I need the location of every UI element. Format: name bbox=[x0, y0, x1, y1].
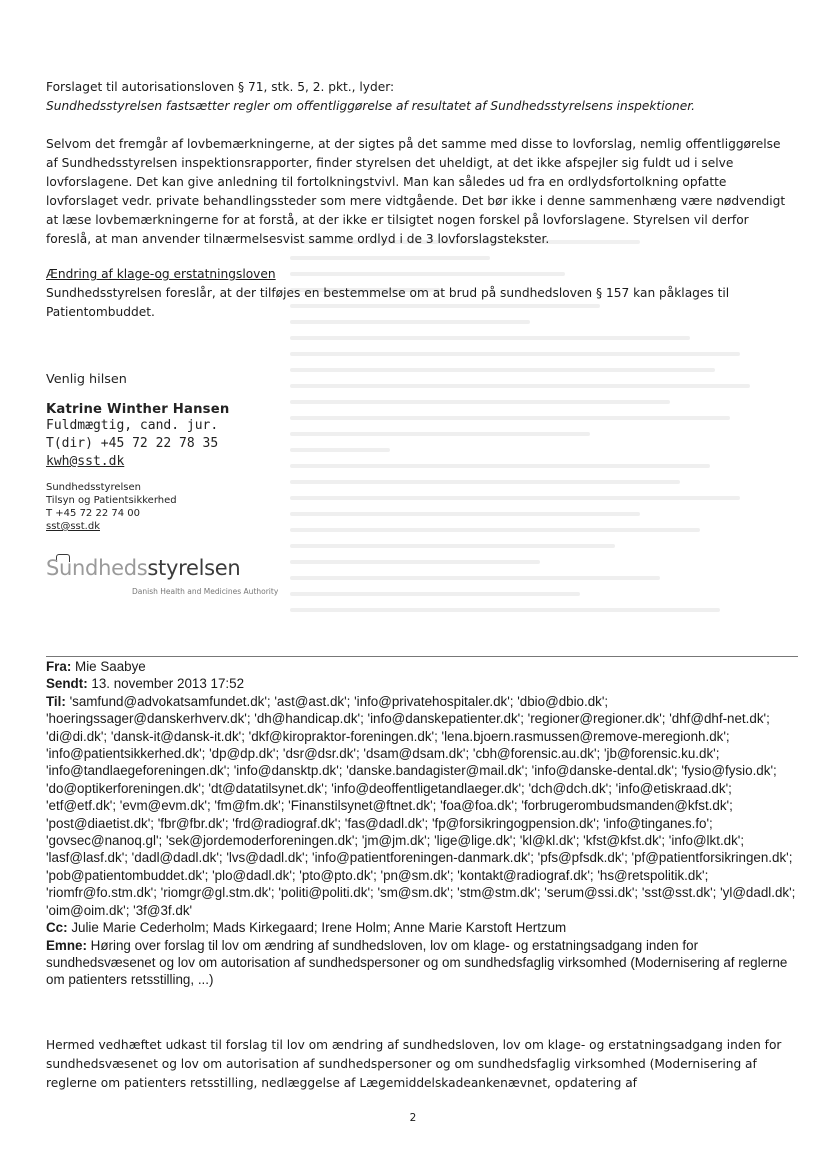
intro-block bbox=[46, 78, 796, 116]
org-email-link[interactable]: sst@sst.dk bbox=[46, 521, 100, 532]
sent-label: Sendt: bbox=[46, 676, 88, 692]
closing-paragraph bbox=[46, 1036, 796, 1093]
org-name: Sundhedsstyrelsen bbox=[46, 482, 141, 493]
org-department: Tilsyn og Patientsikkerhed bbox=[46, 495, 177, 506]
from-value: Mie Saabye bbox=[75, 659, 146, 674]
signature-block bbox=[46, 372, 229, 533]
section-heading: Ændring af klage-og erstatningsloven bbox=[46, 267, 276, 281]
to-label: Til: bbox=[46, 693, 66, 709]
section-klageloven bbox=[46, 265, 796, 322]
email-divider bbox=[46, 656, 798, 657]
signature-title: Fuldmægtig, cand. jur. bbox=[46, 418, 219, 433]
logo-wordmark bbox=[46, 556, 240, 580]
section-text: Sundhedsstyrelsen foreslår, at der tilføjes en bestemmelse om at brud på sundhedsloven § 157 kan påklages til Patientombuddet. bbox=[46, 286, 730, 319]
signature-email-link[interactable]: kwh@sst.dk bbox=[46, 454, 125, 469]
subject-row bbox=[46, 937, 802, 989]
subject-label: Emne: bbox=[46, 937, 87, 953]
sent-row bbox=[46, 675, 802, 692]
sundhedsstyrelsen-logo bbox=[46, 556, 306, 602]
logo-tagline: Danish Health and Medicines Authority bbox=[132, 587, 279, 596]
logo-word-part2: styrelsen bbox=[147, 556, 241, 580]
page-number: 2 bbox=[409, 1112, 417, 1124]
cc-value: Julie Marie Cederholm; Mads Kirkegaard; Irene Holm; Anne Marie Karstoft Hertzum bbox=[71, 920, 567, 936]
paragraph-1 bbox=[46, 135, 796, 249]
cc-label: Cc: bbox=[46, 920, 68, 936]
paragraph-1-text: Selvom det fremgår af lovbemærkningerne, at der sigtes på det samme med disse to lovforslag, nemlig offentliggørelse af Sundhedsstyrelsen inspektionsrapporter, finder styrelsen det uheldigt, at det ikke afspejler sig fuldt ud i selve lovforslagene. Det kan give anledning til fortolkningstvivl. Man kan således ud fra en ordlydsfortolkning opfatte lovforslaget vedr. private behandlingssteder som mere vidtgående. Det bør ikke i denne sammenhæng være nødvendigt at læse lovbemærkningerne for at forstå, at der ikke er tilsigtet nogen forskel på lovforslagene. Styrelsen vil derfor foreslå, at man anvender tilnærmelsesvist samme ordlyd i de 3 lovforslagstekster. bbox=[46, 137, 786, 246]
to-row bbox=[46, 693, 802, 919]
cc-row bbox=[46, 919, 802, 936]
intro-quote: Sundhedsstyrelsen fastsætter regler om offentliggørelse af resultatet af Sundhedsstyrelsens inspektioner. bbox=[46, 99, 696, 113]
to-value: 'samfund@advokatsamfundet.dk'; 'ast@ast.dk'; 'info@privatehospitaler.dk'; 'dbio@dbio.dk'; 'hoeringssager@danskerhverv.dk'; 'dh@handicap.dk'; 'info@danskepatienter.dk'; 'regioner@regioner.dk'; 'dhf@dhf-net.dk'; 'di@di.dk'; 'dansk-it@dansk-it.dk'; 'dkf@kiropraktor-foreningen.dk'; 'lena.bjoern.rasmussen@remove-meregionh.dk'; 'info@patientsikkerhed.dk'; 'dp@dp.dk'; 'dsr@dsr.dk'; 'dsam@dsam.dk'; 'cbh@forensic.au.dk'; 'jb@forensic.ku.dk'; 'info@tandlaegeforeningen.dk'; 'info@dansktp.dk'; 'danske.bandagister@mail.dk'; 'info@danske-dental.dk'; 'fysio@fysio.dk'; 'do@optikerforeningen.dk'; 'dt@datatilsynet.dk'; 'info@deoffentligetandlaeger.dk'; 'dch@dch.dk'; 'info@etiskraad.dk'; 'etf@etf.dk'; 'evm@evm.dk'; 'fm@fm.dk'; 'Finanstilsynet@ftnet.dk'; 'foa@foa.dk'; 'forbrugerombudsmanden@kfst.dk'; 'post@diaetist.dk'; 'fbr@fbr.dk'; 'frd@radiograf.dk'; 'fas@dadl.dk'; 'fp@forsikringogpension.dk'; 'info@tinganes.fo'; 'govsec@nanoq.gl'; 'sek@jordemoderforeningen.dk'; 'jm@jm.dk'; 'lige@lige.dk'; 'kl@kl.dk'; 'kfst@kfst.dk'; 'info@lkt.dk'; 'lasf@lasf.dk'; 'dadl@dadl.dk'; 'lvs@dadl.dk'; 'info@patientforeningen-danmark.dk'; 'pfs@pfsdk.dk'; 'pf@patientforsikringen.dk'; 'pob@patientombuddet.dk'; 'plo@dadl.dk'; 'pto@pto.dk'; 'pn@sm.dk'; 'kontakt@radiograf.dk'; 'hs@retspolitik.dk'; 'riomfr@fo.stm.dk'; 'riomgr@gl.stm.dk'; 'politi@politi.dk'; 'sm@sm.dk'; 'stm@stm.dk'; 'serum@ssi.dk'; 'sst@sst.dk'; 'yl@dadl.dk'; 'oim@oim.dk'; '3f@3f.dk' bbox=[46, 693, 796, 918]
org-phone: T +45 72 22 74 00 bbox=[46, 508, 141, 519]
intro-line: Forslaget til autorisationsloven § 71, stk. 5, 2. pkt., lyder: bbox=[46, 80, 395, 94]
subject-value: Høring over forslag til lov om ændring af sundhedsloven, lov om klage- og erstatningsadgang inden for sundhedsvæsenet og lov om autorisation af sundhedspersoner og om sundhedsfaglig virksomhed (Modernisering af reglerne om patienters retsstilling, ...) bbox=[46, 937, 788, 988]
greeting: Venlig hilsen bbox=[46, 372, 127, 387]
signature-name: Katrine Winther Hansen bbox=[46, 402, 230, 417]
from-row bbox=[46, 658, 802, 675]
from-label: Fra: bbox=[46, 659, 72, 674]
email-header bbox=[46, 658, 802, 989]
sent-value: 13. november 2013 17:52 bbox=[91, 676, 245, 692]
organisation-block bbox=[46, 481, 229, 533]
signature-phone: T(dir) +45 72 22 78 35 bbox=[46, 436, 219, 451]
logo-word-part1: Sundheds bbox=[46, 556, 148, 580]
closing-paragraph-text: Hermed vedhæftet udkast til forslag til lov om ændring af sundhedsloven, lov om klage- og erstatningsadgang inden for sundhedsvæsenet og lov om autorisation af sundhedspersoner og om sundhedsfaglig virksomhed (Modernisering af reglerne om patienters retsstilling, nedlæggelse af Lægemiddelskadeankenævnet, opdatering af bbox=[46, 1038, 782, 1090]
